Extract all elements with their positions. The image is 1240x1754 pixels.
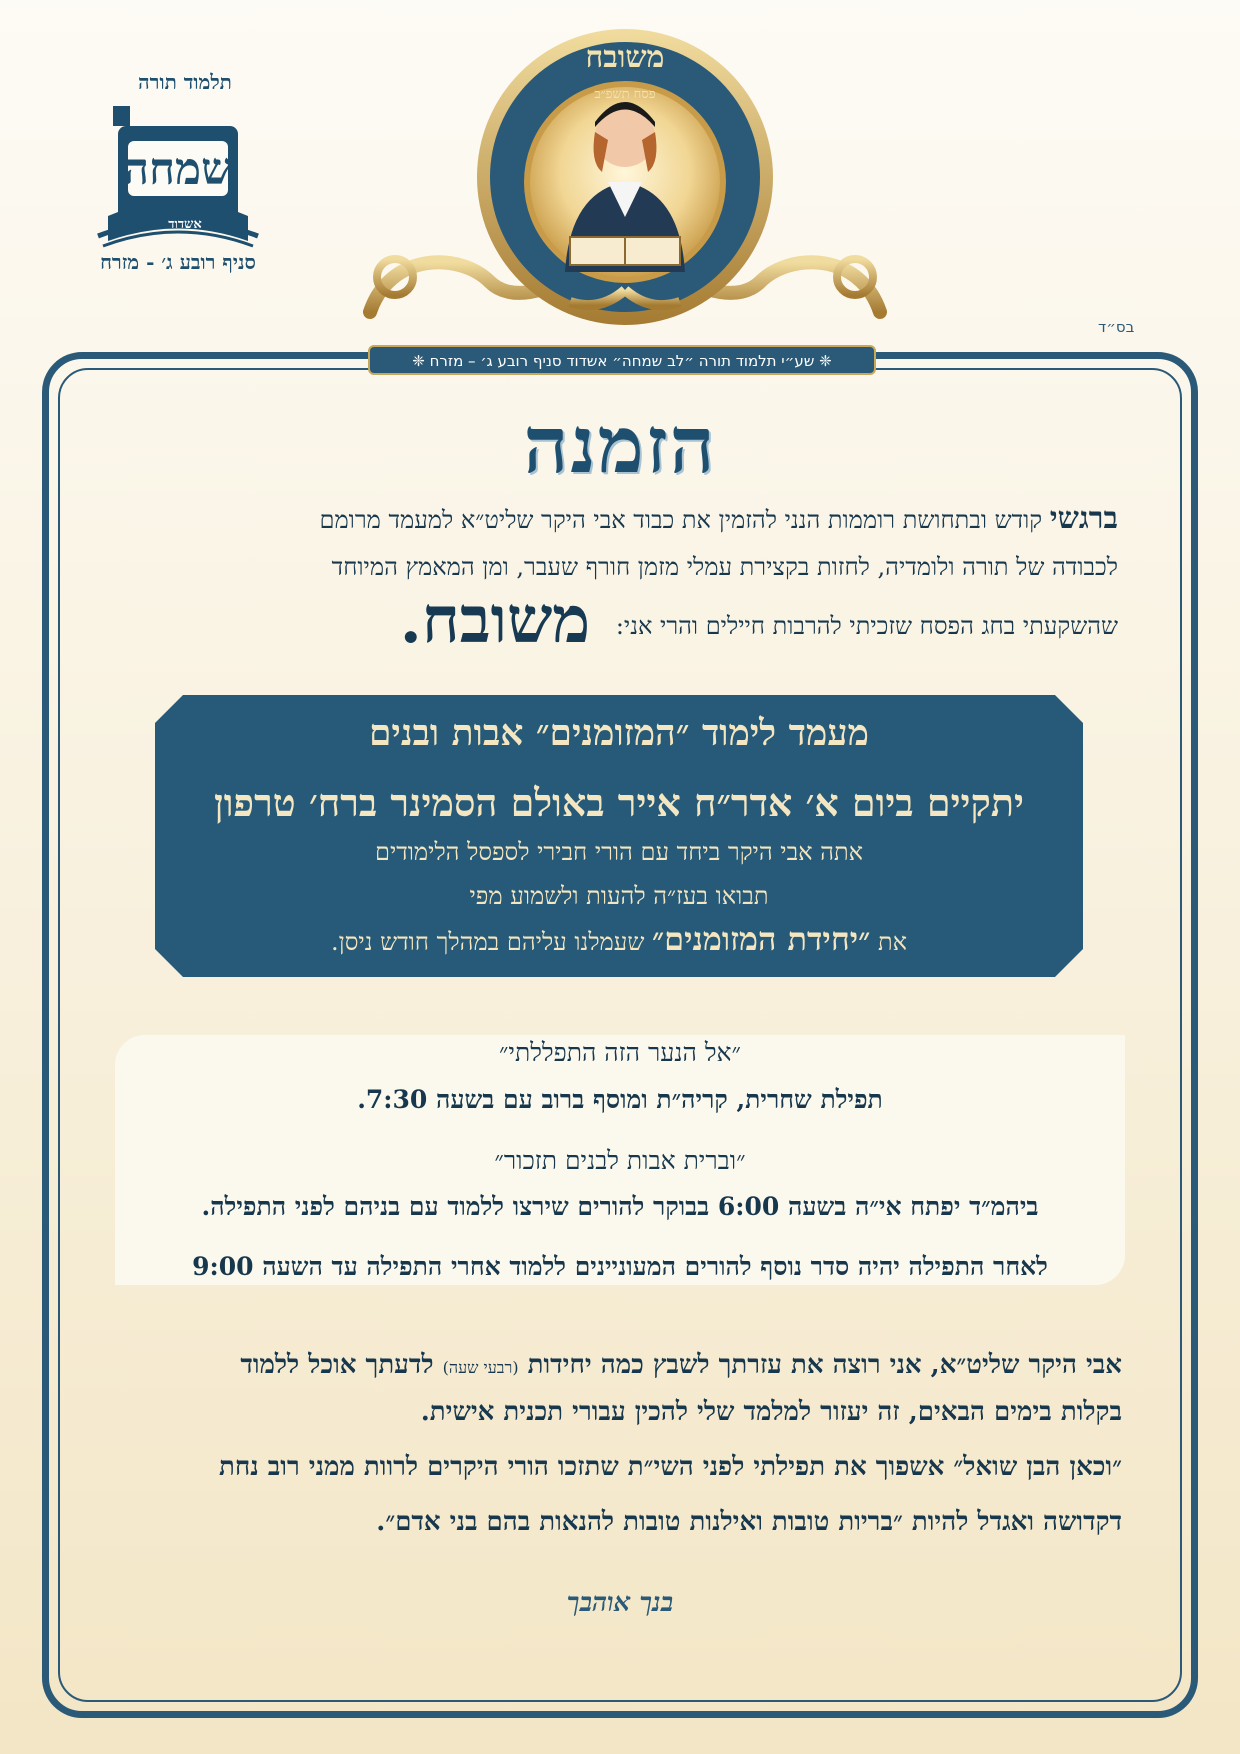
emblem-subtitle: פסח תשפ״ב bbox=[594, 87, 656, 102]
closing-line-3: ״וכאן הבן שואל״ אשפוך את תפילתי לפני השי״ת שתזכו הורי היקרים לרוות ממני רוב נחת bbox=[219, 1452, 1122, 1482]
intro-line-3-text: שהשקעתי בחג הפסח שזכיתי להרבות חיילים והרי אני: bbox=[615, 612, 1118, 640]
intro-line-1-text: קודש ובתחושת רוממות הנני להזמין את כבוד אבי היקר שליט״א למעמד מרומם bbox=[319, 506, 1043, 534]
logo-city-label: אשדוד bbox=[168, 217, 202, 232]
closing-line-1 bbox=[118, 1350, 1122, 1380]
logo-arc-text: תלמוד תורה bbox=[138, 70, 232, 94]
event-line-5-highlight: ״יחידת המזומנים״ bbox=[652, 920, 871, 958]
page-title: הזמנה bbox=[523, 400, 717, 491]
event-title: מעמד לימוד ״המזומנים״ אבות ובנים bbox=[368, 712, 870, 754]
signature: בנך אוהבך bbox=[566, 1588, 674, 1618]
schedule-quote-2: ״וברית אבות לבנים תזכור״ bbox=[494, 1146, 746, 1175]
intro-line-2: לכבודה של תורה ולומדיה, לחזות בקצירת עמלי מזמן חורף שעבר, ומן המאמץ המיוחד bbox=[331, 553, 1118, 581]
schedule-prayer-time: תפילת שחרית, קריה״ת ומוסף ברוב עם בשעה 7:30. bbox=[357, 1085, 883, 1114]
closing-line-4: דקדושה ואגדל להיות ״בריות טובות ואילנות טובות להנאות בהם בני אדם״. bbox=[376, 1507, 1122, 1537]
intro-line-1 bbox=[122, 494, 1118, 545]
header-ribbon: ❈ שע״י תלמוד תורה ״לב שמחה״ אשדוד סניף רובע ג׳ – מזרח ❈ bbox=[368, 345, 876, 375]
schedule-quote-1: ״אל הנער הזה התפללתי״ bbox=[498, 1038, 742, 1067]
closing-line-1-b: לדעתך אוכל ללמוד bbox=[240, 1350, 434, 1380]
svg-text:שמחה: שמחה bbox=[123, 144, 233, 195]
brand-word: משובח. bbox=[399, 583, 591, 658]
logo-branch-label: סניף רובע ג׳ - מזרח bbox=[100, 250, 256, 274]
event-location: יתקיים ביום א׳ אדר״ח אייר באולם הסמינר ברח׳ טרפון bbox=[214, 780, 1024, 825]
event-line-5-post: שעמלנו עליהם במהלך חודש ניסן. bbox=[331, 928, 645, 956]
intro-lead-word: ברגשי bbox=[1049, 501, 1118, 536]
intro-line-3 bbox=[122, 583, 1118, 658]
event-line-5-pre: את bbox=[877, 928, 907, 956]
event-line-5 bbox=[155, 920, 1083, 958]
event-line-4: תבואו בעז״ה להעות ולשמוע מפי bbox=[469, 882, 769, 910]
closing-line-1-small: (רבעי שעה) bbox=[442, 1358, 519, 1377]
schedule-after-prayer: לאחר התפילה יהיה סדר נוסף להורים המעוניינים ללמוד אחרי התפילה עד השעה 9:00 bbox=[192, 1252, 1048, 1281]
event-line-3: אתה אבי היקר ביחד עם הורי חבירי לספסל הלימודים bbox=[374, 838, 864, 866]
schedule-morning-study: ביהמ״ד יפתח אי״ה בשעה 6:00 בבוקר להורים שירצו ללמוד עם בניהם לפני התפילה. bbox=[201, 1192, 1039, 1221]
closing-line-1-a: אבי היקר שליט״א, אני רוצה את עזרתך לשבץ כמה יחידות bbox=[527, 1350, 1122, 1380]
bsd-mark: בס״ד bbox=[1098, 318, 1135, 336]
emblem-title: משובח bbox=[585, 40, 665, 75]
closing-line-2: בקלות בימים הבאים, זה יעזור למלמד שלי להכין עבורי תכנית אישית. bbox=[420, 1397, 1122, 1427]
